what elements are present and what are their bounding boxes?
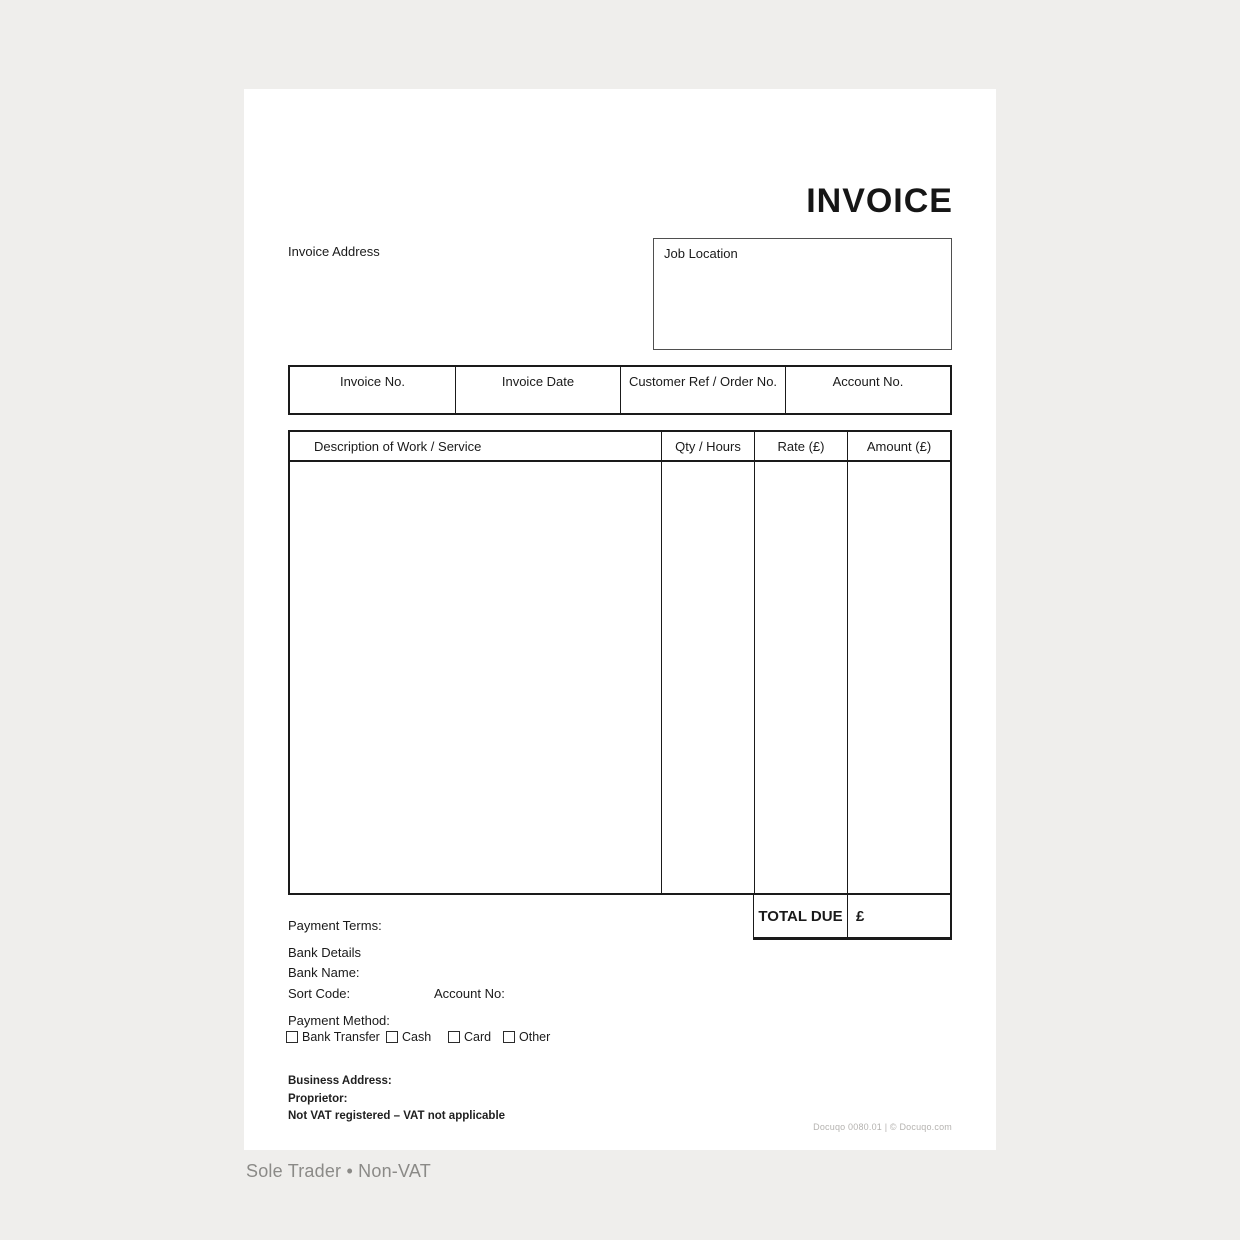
doc-footer: Docuqo 0080.01 | © Docuqo.com (813, 1122, 952, 1132)
total-due-amount-field[interactable] (847, 895, 950, 937)
job-location-label: Job Location (664, 246, 738, 261)
payment-option-bank-transfer (286, 1030, 380, 1044)
meta-cell-invoice-no[interactable]: Invoice No. (339, 374, 406, 389)
header-qty-hours: Qty / Hours (661, 432, 754, 460)
total-due-label: TOTAL DUE (758, 907, 843, 925)
invoice-meta-table (288, 365, 952, 415)
account-no-label: Account No: (434, 986, 505, 1001)
meta-cell-account-no[interactable]: Account No. (785, 367, 950, 413)
items-table-header (290, 432, 950, 462)
bank-transfer-label: Bank Transfer (302, 1030, 380, 1044)
payment-option-cash (386, 1030, 431, 1044)
header-rate: Rate (£) (754, 432, 847, 460)
bank-name-label: Bank Name: (288, 965, 360, 980)
total-due-currency: £ (856, 907, 865, 925)
body-qty-column[interactable] (661, 462, 754, 893)
vat-note: Not VAT registered – VAT not applicable (288, 1110, 506, 1122)
meta-cell-customer-ref[interactable]: Customer Ref / Order No. (620, 367, 785, 413)
header-amount: Amount (£) (847, 432, 950, 460)
header-description: Description of Work / Service (314, 438, 482, 454)
payment-option-other (503, 1030, 550, 1044)
payment-terms-label: Payment Terms: (288, 918, 382, 933)
body-description-column[interactable] (290, 462, 661, 893)
body-rate-column[interactable] (754, 462, 847, 893)
total-due-row (753, 895, 952, 940)
cash-checkbox[interactable] (386, 1031, 398, 1043)
bank-details-heading: Bank Details (288, 945, 361, 960)
meta-cell-invoice-date[interactable]: Invoice Date (455, 367, 620, 413)
invoice-title: INVOICE (806, 182, 953, 220)
job-location-box[interactable] (653, 238, 952, 350)
other-label: Other (519, 1030, 551, 1044)
invoice-page (244, 89, 996, 1150)
body-amount-column[interactable] (847, 462, 950, 893)
card-checkbox[interactable] (448, 1031, 460, 1043)
sort-code-label: Sort Code: (288, 986, 351, 1001)
bank-transfer-checkbox[interactable] (286, 1031, 298, 1043)
invoice-address-label: Invoice Address (288, 244, 380, 259)
card-label: Card (464, 1030, 492, 1044)
payment-option-card (448, 1030, 491, 1044)
other-checkbox[interactable] (503, 1031, 515, 1043)
items-table-body (290, 462, 950, 893)
proprietor-label: Proprietor: (288, 1093, 348, 1105)
items-table (288, 430, 952, 895)
cash-label: Cash (402, 1030, 432, 1044)
page-caption: Sole Trader • Non-VAT (246, 1161, 431, 1181)
business-address-label: Business Address: (288, 1075, 392, 1087)
payment-method-label: Payment Method: (288, 1013, 390, 1028)
